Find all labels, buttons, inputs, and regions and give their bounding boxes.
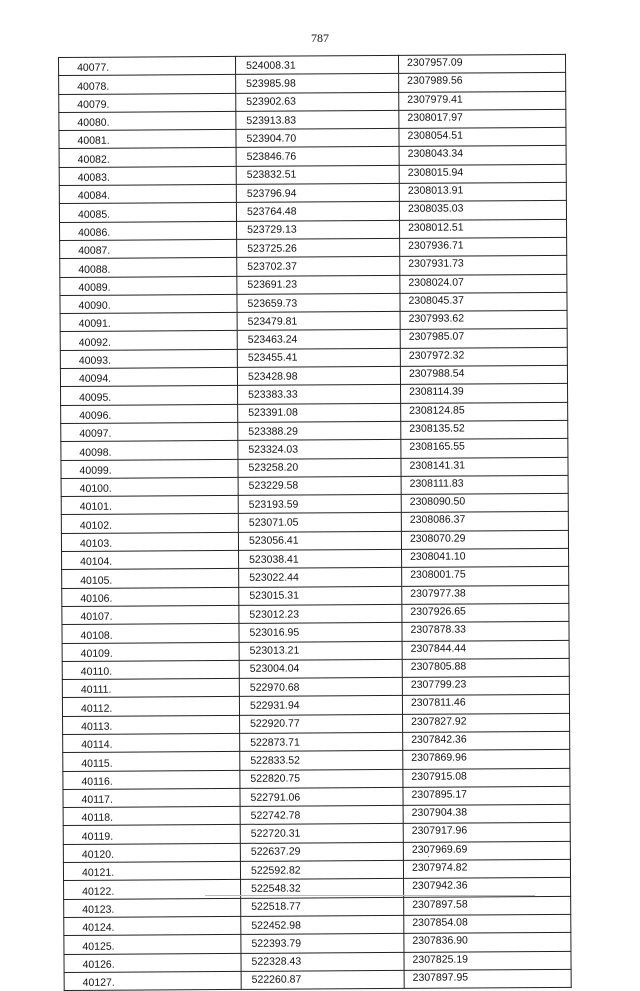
point-id-cell: 40095.: [61, 386, 238, 405]
northing-cell: 2308111.83: [401, 475, 568, 494]
northing-cell: 2307957.09: [398, 54, 565, 73]
northing-cell: 2308015.94: [399, 164, 566, 183]
point-id-cell: 40116.: [63, 770, 240, 789]
easting-cell: 523428.98: [237, 366, 400, 385]
point-id-cell: 40121.: [63, 861, 240, 880]
easting-cell: 523391.08: [238, 403, 401, 422]
easting-cell: 523796.94: [236, 183, 399, 202]
point-id-cell: 40089.: [60, 276, 237, 295]
point-id-cell: 40113.: [63, 715, 240, 734]
easting-cell: 523764.48: [236, 202, 399, 221]
easting-cell: 523016.95: [239, 623, 402, 642]
northing-cell: 2308165.55: [401, 439, 568, 458]
point-id-cell: 40079.: [59, 93, 236, 112]
point-id-cell: 40108.: [62, 624, 239, 643]
point-id-cell: 40120.: [63, 843, 240, 862]
point-id-cell: 40100.: [61, 477, 238, 496]
point-id-cell: 40092.: [60, 331, 237, 350]
point-id-cell: 40078.: [59, 75, 236, 94]
northing-cell: 2308135.52: [401, 420, 568, 439]
point-id-cell: 40118.: [63, 807, 240, 826]
easting-cell: 522742.78: [240, 806, 403, 825]
northing-cell: 2307805.88: [402, 658, 569, 677]
northing-cell: 2308090.50: [401, 494, 568, 513]
easting-cell: 523846.76: [236, 147, 399, 166]
easting-cell: 523388.29: [238, 421, 401, 440]
point-id-cell: 40127.: [64, 971, 241, 990]
point-id-cell: 40102.: [61, 514, 238, 533]
easting-cell: 523056.41: [238, 531, 401, 550]
point-id-cell: 40122.: [64, 880, 241, 899]
easting-cell: 523013.21: [239, 641, 402, 660]
easting-cell: 523022.44: [239, 568, 402, 587]
northing-cell: 2307979.41: [399, 91, 566, 110]
easting-cell: 522592.82: [240, 860, 403, 879]
scan-speck: [428, 856, 429, 857]
easting-cell: 524008.31: [235, 55, 398, 74]
easting-cell: 522970.68: [239, 678, 402, 697]
northing-cell: 2308035.03: [399, 201, 566, 220]
point-id-cell: 40085.: [59, 203, 236, 222]
point-id-cell: 40109.: [62, 642, 239, 661]
northing-cell: 2307926.65: [402, 603, 569, 622]
point-id-cell: 40082.: [59, 148, 236, 167]
easting-cell: 523004.04: [239, 659, 402, 678]
easting-cell: 522452.98: [241, 915, 404, 934]
coordinate-table: [58, 54, 572, 991]
point-id-cell: 40119.: [63, 825, 240, 844]
northing-cell: 2307869.96: [403, 750, 570, 769]
point-id-cell: 40098.: [61, 441, 238, 460]
northing-cell: 2308141.31: [401, 457, 568, 476]
point-id-cell: 40115.: [63, 752, 240, 771]
point-id-cell: 40096.: [61, 404, 238, 423]
northing-cell: 2307799.23: [402, 676, 569, 695]
northing-cell: 2307993.62: [400, 311, 567, 330]
point-id-cell: 40123.: [64, 898, 241, 917]
easting-cell: 522920.77: [240, 714, 403, 733]
northing-cell: 2308045.37: [400, 292, 567, 311]
easting-cell: 523691.23: [237, 275, 400, 294]
northing-cell: 2307836.90: [404, 933, 571, 952]
footer-scan-line: [205, 895, 535, 896]
northing-cell: 2307972.32: [400, 347, 567, 366]
easting-cell: 523229.58: [238, 476, 401, 495]
easting-cell: 523038.41: [239, 549, 402, 568]
point-id-cell: 40081.: [59, 130, 236, 149]
northing-cell: 2308086.37: [401, 512, 568, 531]
point-id-cell: 40124.: [64, 916, 241, 935]
point-id-cell: 40084.: [59, 184, 236, 203]
northing-cell: 2307942.36: [404, 878, 571, 897]
point-id-cell: 40111.: [62, 678, 239, 697]
northing-cell: 2308012.51: [400, 219, 567, 238]
northing-cell: 2307897.95: [404, 969, 571, 988]
easting-cell: 523193.59: [238, 495, 401, 514]
point-id-cell: 40125.: [64, 935, 241, 954]
northing-cell: 2308001.75: [402, 567, 569, 586]
point-id-cell: 40103.: [61, 532, 238, 551]
point-id-cell: 40094.: [60, 367, 237, 386]
point-id-cell: 40083.: [59, 166, 236, 185]
easting-cell: 522637.29: [240, 842, 403, 861]
easting-cell: 522393.79: [241, 934, 404, 953]
easting-cell: 523832.51: [236, 165, 399, 184]
northing-cell: 2307931.73: [400, 256, 567, 275]
northing-cell: 2307844.44: [402, 640, 569, 659]
point-id-cell: 40106.: [62, 587, 239, 606]
point-id-cell: 40086.: [60, 221, 237, 240]
point-id-cell: 40114.: [63, 733, 240, 752]
easting-cell: 522548.32: [241, 879, 404, 898]
point-id-cell: 40077.: [59, 56, 236, 75]
northing-cell: 2308114.39: [401, 384, 568, 403]
northing-cell: 2307904.38: [403, 805, 570, 824]
easting-cell: 522328.43: [241, 952, 404, 971]
northing-cell: 2308017.97: [399, 109, 566, 128]
easting-cell: 523455.41: [237, 348, 400, 367]
northing-cell: 2308013.91: [399, 182, 566, 201]
easting-cell: 522820.75: [240, 769, 403, 788]
easting-cell: 523729.13: [237, 220, 400, 239]
northing-cell: 2308041.10: [402, 548, 569, 567]
northing-cell: 2307988.54: [400, 365, 567, 384]
northing-cell: 2307854.08: [404, 914, 571, 933]
easting-cell: 522931.94: [239, 696, 402, 715]
point-id-cell: 40101.: [61, 496, 238, 515]
easting-cell: 523071.05: [238, 513, 401, 532]
easting-cell: 523012.23: [239, 604, 402, 623]
easting-cell: 523463.24: [237, 330, 400, 349]
page-number: 787: [311, 31, 329, 45]
point-id-cell: 40104.: [62, 550, 239, 569]
easting-cell: 523258.20: [238, 458, 401, 477]
point-id-cell: 40080.: [59, 111, 236, 130]
northing-cell: 2308043.34: [399, 146, 566, 165]
easting-cell: 523659.73: [237, 293, 400, 312]
easting-cell: 522518.77: [241, 897, 404, 916]
northing-cell: 2307842.36: [403, 731, 570, 750]
northing-cell: 2307977.38: [402, 585, 569, 604]
easting-cell: 523985.98: [236, 74, 399, 93]
easting-cell: 523324.03: [238, 440, 401, 459]
northing-cell: 2307811.46: [402, 695, 569, 714]
point-id-cell: 40110.: [62, 660, 239, 679]
point-id-cell: 40090.: [60, 294, 237, 313]
point-id-cell: 40088.: [60, 258, 237, 277]
easting-cell: 523015.31: [239, 586, 402, 605]
easting-cell: 523702.37: [237, 257, 400, 276]
easting-cell: 522833.52: [240, 751, 403, 770]
easting-cell: 523913.83: [236, 110, 399, 129]
table-row: [64, 969, 571, 990]
coordinate-table-body: [59, 54, 572, 990]
northing-cell: 2307989.56: [399, 73, 566, 92]
northing-cell: 2307895.17: [403, 786, 570, 805]
northing-cell: 2308054.51: [399, 128, 566, 147]
easting-cell: 522720.31: [240, 824, 403, 843]
easting-cell: 523902.63: [236, 92, 399, 111]
point-id-cell: 40107.: [62, 605, 239, 624]
northing-cell: 2307974.82: [403, 859, 570, 878]
northing-cell: 2307985.07: [400, 329, 567, 348]
point-id-cell: 40105.: [62, 569, 239, 588]
northing-cell: 2307897.58: [404, 896, 571, 915]
northing-cell: 2307827.92: [403, 713, 570, 732]
point-id-cell: 40093.: [60, 349, 237, 368]
easting-cell: 523383.33: [238, 385, 401, 404]
easting-cell: 522260.87: [241, 970, 404, 989]
point-id-cell: 40091.: [60, 313, 237, 332]
point-id-cell: 40097.: [61, 422, 238, 441]
easting-cell: 523725.26: [237, 238, 400, 257]
northing-cell: 2307969.69: [403, 841, 570, 860]
northing-cell: 2307915.08: [403, 768, 570, 787]
easting-cell: 523479.81: [237, 312, 400, 331]
easting-cell: 522873.71: [240, 732, 403, 751]
northing-cell: 2308070.29: [401, 530, 568, 549]
point-id-cell: 40099.: [61, 459, 238, 478]
point-id-cell: 40117.: [63, 788, 240, 807]
easting-cell: 522791.06: [240, 787, 403, 806]
northing-cell: 2307825.19: [404, 951, 571, 970]
northing-cell: 2308024.07: [400, 274, 567, 293]
point-id-cell: 40087.: [60, 239, 237, 258]
northing-cell: 2308124.85: [401, 402, 568, 421]
point-id-cell: 40112.: [62, 697, 239, 716]
northing-cell: 2307917.96: [403, 823, 570, 842]
easting-cell: 523904.70: [236, 129, 399, 148]
northing-cell: 2307936.71: [400, 237, 567, 256]
point-id-cell: 40126.: [64, 953, 241, 972]
northing-cell: 2307878.33: [402, 622, 569, 641]
